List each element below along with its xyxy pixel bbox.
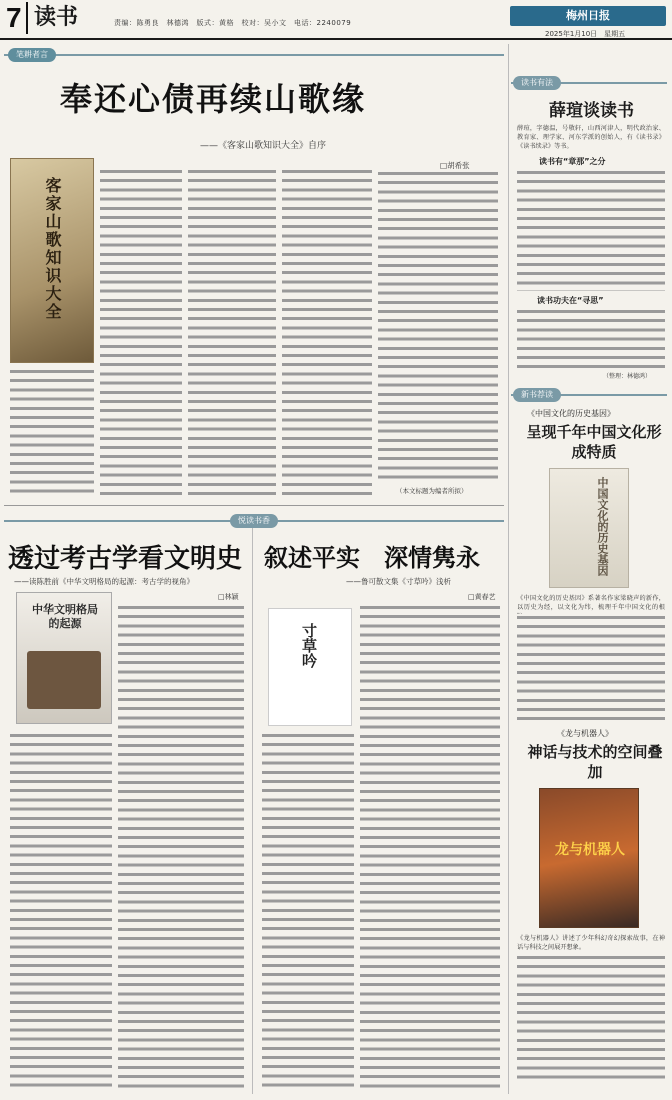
book2-body [517,954,665,1084]
article-body-col3 [282,168,372,498]
book1-description: 《中国文化的历史基因》系著名作家梁晓声的新作，以历史为经，以文化为纬，梳理千年中国文化的根 [517,595,665,612]
section-title: 读书 [26,2,90,34]
page-header [0,0,672,40]
sidebar-body-2 [517,308,665,370]
review-left-headline: 透过考古学看文明史 [8,544,243,574]
review-left [4,528,250,1094]
article-byline: □胡希张 [440,161,470,170]
book1-body [517,614,665,724]
sidebar-heading-1: 读书有“章那”之分 [539,157,606,166]
article-body-col2 [188,168,276,498]
editor-meta: 责编：陈勇良 林德鸿 版式：黄格 校对：吴小文 电话：2240079 [114,19,352,27]
article-body-col0 [10,368,94,498]
newspaper-logo: 梅州日报 [510,6,666,26]
article-subtitle: ——《客家山歌知识大全》自序 [200,141,327,151]
sidebar [508,44,668,1094]
article-body-col1 [100,168,182,498]
review-right-byline: □黄春艺 [468,593,496,601]
review-right-body-col0 [262,732,354,1090]
review-right-book-title: 寸草吟 [300,623,318,668]
review-right-headline: 叙述平实 深情隽永 [264,543,480,572]
book1-headline: 呈现千年中国文化形成特质 [526,423,662,461]
review-left-body-col0 [10,732,112,1090]
sidebar-intro: 薛瑄，字德温，号敬轩，山西河津人，明代政治家、教育家、理学家、河东学派的创始人，有《读书录》《读书续录》等书。 [517,125,665,151]
review-left-book-title: 中华文明格局的起源 [32,603,98,630]
sidebar-heading-2: 读书功夫在“寻思” [537,296,604,305]
article-note: （本文标题为编者所拟） [396,487,468,495]
book2-cover-title: 龙与机器人 [555,842,625,858]
review-right-body-col1 [360,604,500,1090]
book-cover [10,158,94,363]
reviews-tag: 悦读书香 [230,514,278,528]
column-tag: 笔耕者言 [8,48,56,62]
main-article [4,46,504,506]
review-right [256,528,504,1094]
issue-date: 2025年1月10日 星期五 [545,30,626,38]
review-left-subtitle: ——读陈胜前《中华文明格局的起源：考古学的视角》 [14,577,194,586]
article-headline: 奉还心债再续山歌缘 [60,80,367,118]
book1-cover [549,468,629,588]
book2-headline: 神话与技术的空间叠加 [527,743,663,781]
book2-name: 《龙与机器人》 [557,729,613,738]
book1-cover-title: 中国文化的历史基因 [596,477,609,576]
review-left-body-col1 [118,604,244,1090]
sidebar-title-xuexuan: 薛瑄谈读书 [549,101,634,121]
review-left-byline: □林颖 [218,593,239,601]
sidebar-body-1 [517,169,665,291]
sidebar-tag-new-books: 新书荐读 [513,388,561,402]
article-body-col4 [378,170,498,482]
book2-cover [539,788,639,928]
sidebar-source: （整理：林德鸿） [603,373,652,380]
book2-description: 《龙与机器人》讲述了少年科幻奇幻探索故事，在神话与科技之间展开想象。 [517,935,665,952]
review-left-book-cover [16,592,112,724]
sidebar-tag-reading-method: 读书有法 [513,76,561,90]
page-number: 7 [6,2,22,33]
review-right-book-cover [268,608,352,726]
book1-name: 《中国文化的历史基因》 [527,409,615,418]
review-right-subtitle: ——鲁可散文集《寸草吟》浅析 [346,577,451,586]
book-cover-title: 客家山歌知识大全 [43,177,62,321]
